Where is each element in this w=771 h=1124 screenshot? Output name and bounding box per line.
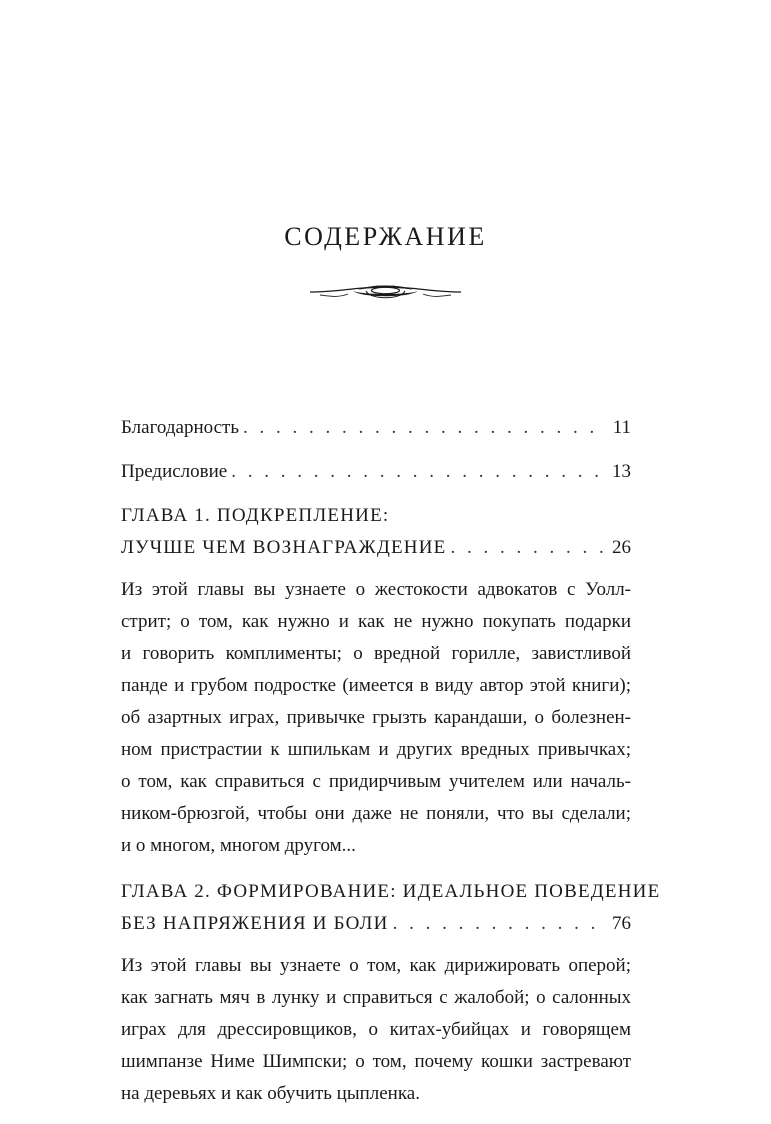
description-line: ном пристрастии к шпилькам и других вредных привычках; xyxy=(121,739,631,760)
description-line: стрит; о том, как нужно и как не нужно покупать подарки xyxy=(121,611,631,632)
dot-leader xyxy=(393,908,604,940)
chapter-description xyxy=(121,574,631,862)
description-line: шимпанзе Ниме Шимпски; о том, почему кошки застревают xyxy=(121,1051,631,1072)
chapter-title-row xyxy=(121,908,631,940)
toc-entry-preface[interactable] xyxy=(121,456,631,488)
description-line: и говорить комплименты; о вредной горилле, завистливой xyxy=(121,643,631,664)
page-title: СОДЕРЖАНИЕ xyxy=(284,222,487,251)
description-line: как загнать мяч в лунку и справиться с жалобой; о салонных xyxy=(121,987,631,1008)
description-line: панде и грубом подростке (имеется в виду автор этой книги); xyxy=(121,675,631,696)
description-line: о том, как справиться с придирчивым учителем или началь- xyxy=(121,771,631,792)
chapter-description xyxy=(121,950,631,1110)
ornament-icon xyxy=(308,278,463,304)
toc-page-number: 76 xyxy=(612,913,631,934)
toc-entry-label: Предисловие xyxy=(121,461,228,482)
toc-chapter-2[interactable] xyxy=(121,876,661,1110)
description-line: и о многом, многом другом... xyxy=(121,835,356,856)
description-line: ником-брюзгой, чтобы они даже не поняли, что вы сделали; xyxy=(121,803,631,824)
chapter-title-line: ЛУЧШЕ ЧЕМ ВОЗНАГРАЖДЕНИЕ xyxy=(121,537,447,558)
dot-leader xyxy=(231,456,604,488)
table-of-contents xyxy=(121,412,661,1124)
toc-page-number: 26 xyxy=(612,537,631,558)
chapter-title-line: ГЛАВА 2. ФОРМИРОВАНИЕ: ИДЕАЛЬНОЕ ПОВЕДЕНИЕ xyxy=(121,881,661,902)
toc-entry-label: Благодарность xyxy=(121,417,239,438)
dot-leader xyxy=(450,532,604,564)
toc-page-number: 13 xyxy=(612,461,631,482)
dot-leader xyxy=(243,412,605,444)
description-line: играх для дрессировщиков, о китах-убийцах и говорящем xyxy=(121,1019,631,1040)
description-line: на деревьях и как обучить цыпленка. xyxy=(121,1083,420,1104)
description-line: об азартных играх, привычке грызть карандаши, о болезнен- xyxy=(121,707,631,728)
chapter-title-line: БЕЗ НАПРЯЖЕНИЯ И БОЛИ xyxy=(121,913,389,934)
toc-page-number: 11 xyxy=(612,417,631,438)
description-line: Из этой главы вы узнаете о том, как дирижировать оперой; xyxy=(121,955,631,976)
toc-chapter-1[interactable] xyxy=(121,500,631,862)
description-line: Из этой главы вы узнаете о жестокости адвокатов с Уолл- xyxy=(121,579,631,600)
chapter-title-line: ГЛАВА 1. ПОДКРЕПЛЕНИЕ: xyxy=(121,505,390,526)
chapter-title-row xyxy=(121,532,631,564)
toc-entry-acknowledgements[interactable] xyxy=(121,412,631,444)
